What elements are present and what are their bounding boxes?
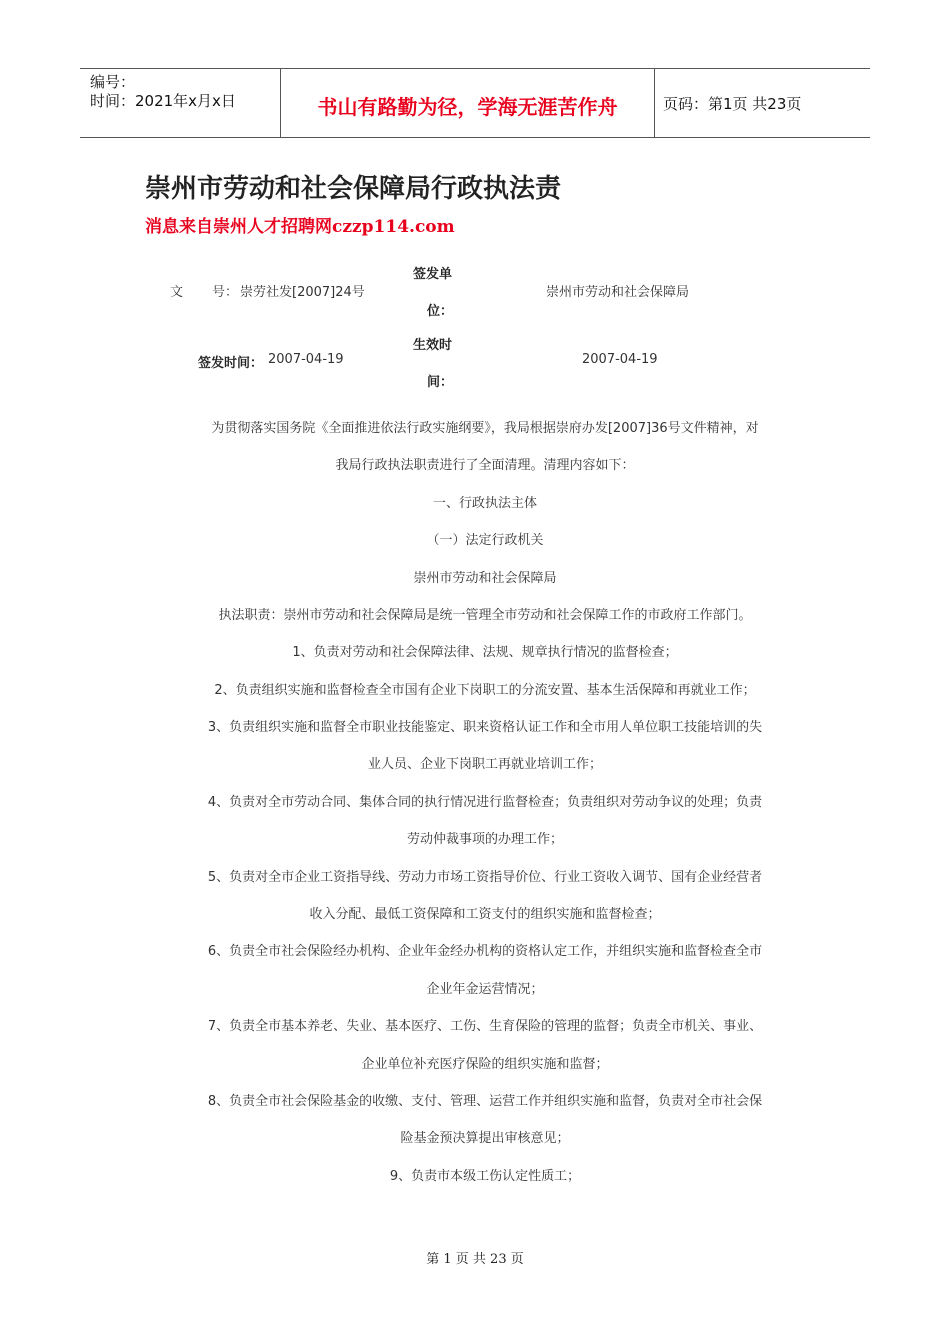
issuer-label-line2: 位： [427, 304, 454, 319]
duty-item: 3、负责组织实施和监督全市职业技能鉴定、职来资格认证工作和全市用人单位职工技能培训的失 [207, 720, 763, 735]
body-line: 为贯彻落实国务院《全面推进依法行政实施纲要》，我局根据崇府办发[2007]36号文件精神，对 [211, 421, 759, 436]
document-title: 崇州市劳动和社会保障局行政执法责 [145, 174, 562, 204]
issue-date-label: 签发时间： [198, 356, 264, 371]
doc-date-line: 时间：2021年x月x日 [90, 92, 236, 110]
wenhao-value: 崇劳社发[2007]24号 [240, 285, 365, 300]
page-header-table [80, 68, 870, 138]
section-heading: 一、行政执法主体 [432, 496, 537, 511]
duty-item-cont: 险基金预决算提出审核意见； [400, 1131, 570, 1146]
header-motto: 书山有路勤为径，学海无涯苦作舟 [317, 95, 618, 119]
header-cell-page [655, 69, 870, 137]
issuer-label-line1: 签发单 [413, 267, 453, 282]
issuer-value: 崇州市劳动和社会保障局 [546, 285, 690, 300]
duty-item-cont: 劳动仲裁事项的办理工作； [406, 832, 563, 847]
effective-label-line2: 间： [427, 375, 454, 390]
duty-item-cont: 企业年金运营情况； [426, 982, 544, 997]
effective-label-line1: 生效时 [413, 338, 453, 353]
header-cell-motto [281, 69, 655, 137]
duty-item: 8、负责全市社会保险基金的收缴、支付、管理、运营工作并组织实施和监督，负责对全市社会保 [207, 1094, 763, 1109]
header-page-info: 页码：第1页 共23页 [663, 95, 802, 113]
duty-item-cont: 企业单位补充医疗保险的组织实施和监督； [361, 1057, 609, 1072]
body-line: 执法职责：崇州市劳动和社会保障局是统一管理全市劳动和社会保障工作的市政府工作部门。 [218, 608, 752, 623]
wenhao-label: 文 [170, 285, 184, 300]
duty-item: 4、负责对全市劳动合同、集体合同的执行情况进行监督检查；负责组织对劳动争议的处理；负责 [207, 795, 763, 810]
doc-number-label: 编号： [90, 73, 136, 91]
duty-item-cont: 业人员、企业下岗职工再就业培训工作； [367, 757, 602, 772]
subsection-heading: （一）法定行政机关 [426, 533, 544, 548]
wenhao-label-2: 号： [212, 285, 239, 300]
effective-date-value: 2007-04-19 [582, 352, 658, 367]
duty-item: 9、负责市本级工伤认定性质工； [389, 1169, 581, 1184]
duty-item: 2、负责组织实施和监督检查全市国有企业下岗职工的分流安置、基本生活保障和再就业工作； [214, 683, 756, 698]
source-link[interactable]: 消息来自崇州人才招聘网czzp114.com [145, 217, 455, 237]
header-cell-info [80, 69, 281, 137]
page-footer: 第 1 页 共 23 页 [426, 1252, 524, 1267]
duty-item: 1、负责对劳动和社会保障法律、法规、规章执行情况的监督检查； [292, 645, 678, 660]
duty-item: 5、负责对全市企业工资指导线、劳动力市场工资指导价位、行业工资收入调节、国有企业经营者 [207, 870, 763, 885]
duty-item: 7、负责全市基本养老、失业、基本医疗、工伤、生育保险的管理的监督；负责全市机关、事业、 [207, 1019, 763, 1034]
agency-name: 崇州市劳动和社会保障局 [413, 571, 557, 586]
duty-item: 6、负责全市社会保险经办机构、企业年金经办机构的资格认定工作，并组织实施和监督检查全市 [207, 944, 763, 959]
issue-date-value: 2007-04-19 [268, 352, 344, 367]
duty-item-cont: 收入分配、最低工资保障和工资支付的组织实施和监督检查； [309, 907, 661, 922]
body-line: 我局行政执法职责进行了全面清理。清理内容如下： [335, 458, 635, 473]
